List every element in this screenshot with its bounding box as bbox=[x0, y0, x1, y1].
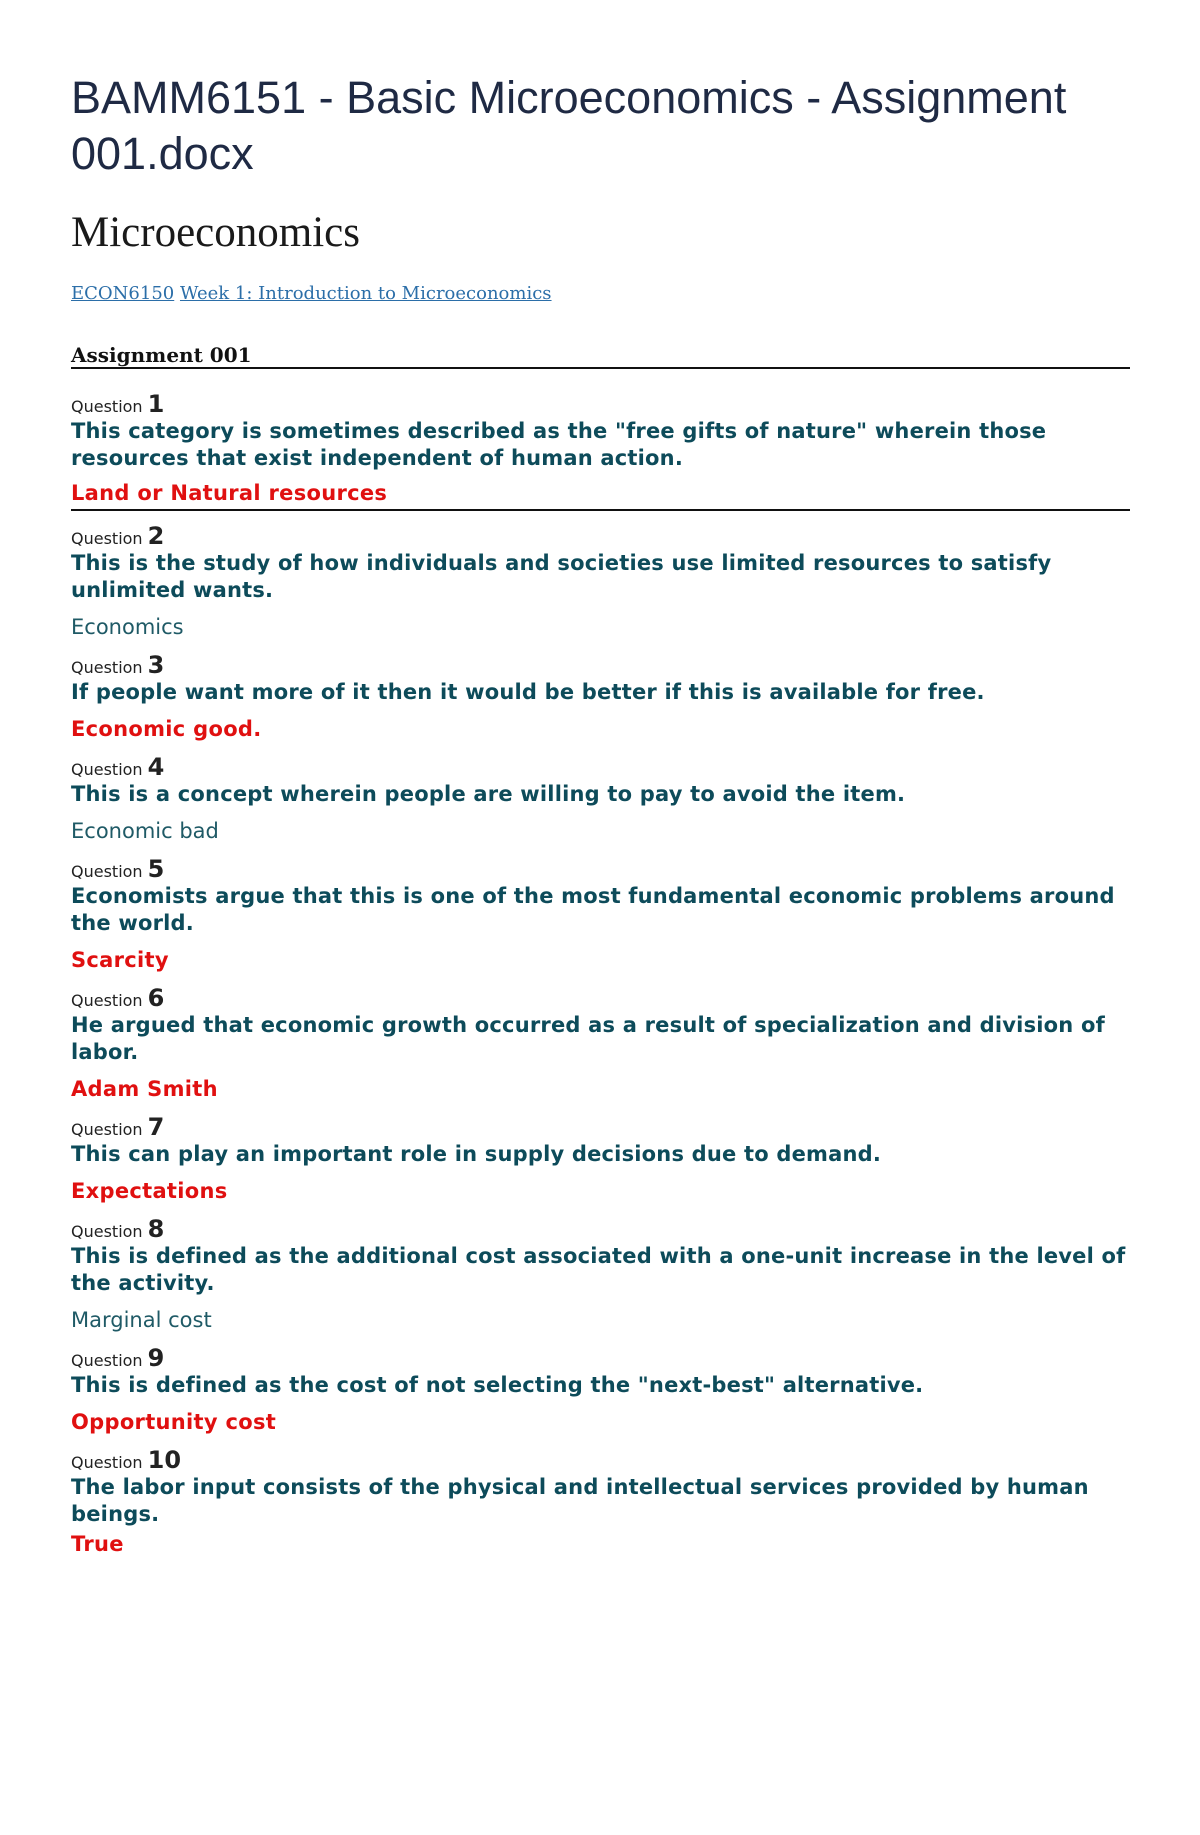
question-text: This can play an important role in supply decisions due to demand. bbox=[71, 1142, 882, 1166]
question-number: 5 bbox=[147, 855, 165, 883]
question-4 bbox=[71, 753, 1130, 845]
answer: Land or Natural resources bbox=[71, 481, 388, 505]
question-10 bbox=[71, 1446, 1130, 1558]
question-text: The labor input consists of the physical and intellectual services provided by human beings. bbox=[71, 1475, 1089, 1526]
question-label: Question 3 bbox=[71, 651, 165, 679]
question-label: Question 7 bbox=[71, 1113, 165, 1141]
question-6 bbox=[71, 984, 1130, 1103]
answer: Opportunity cost bbox=[71, 1410, 277, 1434]
breadcrumb bbox=[71, 282, 1130, 306]
answer: Marginal cost bbox=[71, 1308, 212, 1332]
question-label: Question 10 bbox=[71, 1446, 182, 1474]
answer: Economic bad bbox=[71, 819, 219, 843]
subject-heading: Microeconomics bbox=[71, 209, 360, 256]
question-label: Question 5 bbox=[71, 855, 165, 883]
question-text: This category is sometimes described as the "free gifts of nature" wherein those resources that exist independent of human action. bbox=[71, 419, 1047, 470]
question-label: Question 1 bbox=[71, 390, 165, 418]
question-number: 9 bbox=[147, 1344, 165, 1372]
question-number: 2 bbox=[147, 522, 165, 550]
question-2 bbox=[71, 522, 1130, 641]
question-9 bbox=[71, 1344, 1130, 1436]
question-label: Question 8 bbox=[71, 1215, 165, 1243]
course-link[interactable]: ECON6150 bbox=[71, 283, 175, 304]
question-text: This is defined as the cost of not selecting the "next-best" alternative. bbox=[71, 1373, 924, 1397]
divider bbox=[71, 509, 1130, 511]
assignment-heading: Assignment 001 bbox=[71, 344, 1130, 369]
question-number: 1 bbox=[147, 390, 165, 418]
answer: Scarcity bbox=[71, 948, 169, 972]
question-number: 8 bbox=[147, 1215, 165, 1243]
question-text: If people want more of it then it would be better if this is available for free. bbox=[71, 680, 985, 704]
question-label: Question 9 bbox=[71, 1344, 165, 1372]
week-link[interactable]: Week 1: Introduction to Microeconomics bbox=[179, 283, 552, 304]
answer: Economic good. bbox=[71, 717, 262, 741]
question-number: 3 bbox=[147, 651, 165, 679]
question-3 bbox=[71, 651, 1130, 743]
question-text: He argued that economic growth occurred as a result of specialization and division of labor. bbox=[71, 1013, 1105, 1064]
question-label: Question 6 bbox=[71, 984, 165, 1012]
question-number: 6 bbox=[147, 984, 165, 1012]
question-5 bbox=[71, 855, 1130, 974]
question-text: This is the study of how individuals and societies use limited resources to satisfy unlimited wants. bbox=[71, 551, 1052, 602]
question-label: Question 2 bbox=[71, 522, 165, 550]
answer: True bbox=[71, 1532, 124, 1556]
answer: Expectations bbox=[71, 1179, 228, 1203]
question-label: Question 4 bbox=[71, 753, 165, 781]
question-text: This is defined as the additional cost associated with a one-unit increase in the level of the activity. bbox=[71, 1244, 1126, 1295]
question-text: Economists argue that this is one of the most fundamental economic problems around the world. bbox=[71, 884, 1115, 935]
question-7 bbox=[71, 1113, 1130, 1205]
answer: Adam Smith bbox=[71, 1077, 218, 1101]
answer: Economics bbox=[71, 615, 184, 639]
question-1 bbox=[71, 390, 1130, 511]
question-8 bbox=[71, 1215, 1130, 1334]
question-number: 7 bbox=[147, 1113, 165, 1141]
document-title: BAMM6151 - Basic Microeconomics - Assignment 001.docx bbox=[71, 72, 1067, 179]
question-number: 4 bbox=[147, 753, 165, 781]
question-number: 10 bbox=[147, 1446, 182, 1474]
question-text: This is a concept wherein people are willing to pay to avoid the item. bbox=[71, 782, 906, 806]
